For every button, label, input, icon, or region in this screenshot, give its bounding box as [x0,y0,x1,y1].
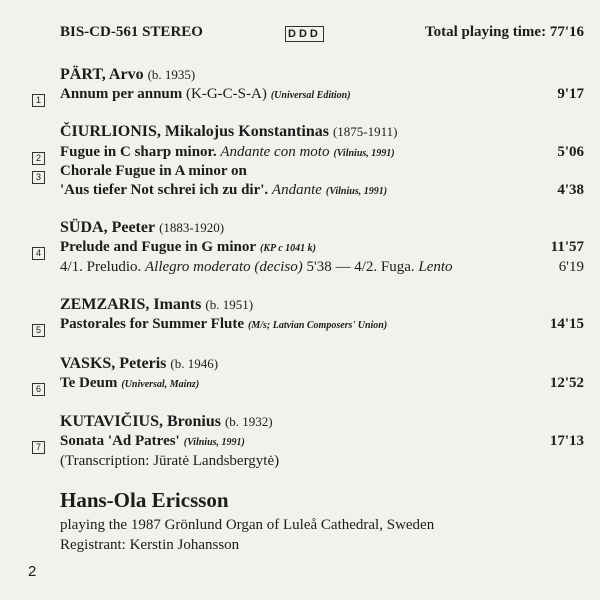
composer-zemzaris: ZEMZARIS, Imants (b. 1951) [60,296,254,313]
composer-vasks: VASKS, Peteris (b. 1946) [60,355,219,372]
page-number: 2 [28,563,37,580]
track-number-6: 6 [32,379,45,397]
track-number-3: 3 [32,167,45,185]
composer-kutavicius: KUTAVIČIUS, Bronius (b. 1932) [60,413,273,430]
track-2-time: 5'06 [557,144,584,160]
track-number-7: 7 [32,437,45,455]
performer-registrant: Registrant: Kerstin Johansson [60,537,240,553]
track-6-time: 12'52 [549,375,584,391]
composer-ciurlionis: ČIURLIONIS, Mikalojus Konstantinas (1875-1911) [60,123,398,140]
performer-name: Hans-Ola Ericsson [60,488,229,512]
track-4-time: 11'57 [550,239,584,255]
track-6-title: Te Deum (Universal, Mainz) [60,375,200,391]
track-3-time: 4'38 [557,182,584,198]
track-7-note: (Transcription: Jūratė Landsbergytė) [60,453,280,469]
track-4-2-time: 6'19 [558,259,584,275]
track-7-time: 17'13 [549,433,584,449]
track-1-time: 9'17 [557,86,584,102]
track-5-title: Pastorales for Summer Flute (M/s; Latvian Composers' Union) [60,316,388,332]
track-3-title-line2: 'Aus tiefer Not schrei ich zu dir'. Andante (Vilnius, 1991) [60,182,388,198]
track-number-5: 5 [32,320,45,338]
performer-organ: playing the 1987 Grönlund Organ of Luleå Cathedral, Sweden [60,517,435,533]
track-4-title: Prelude and Fugue in G minor (KP c 1041 k) [60,239,317,255]
composer-suda: SÜDA, Peeter (1883-1920) [60,219,225,236]
track-number-4: 4 [32,243,45,261]
ddd-badge: DDD [285,24,324,42]
track-2-title: Fugue in C sharp minor. Andante con moto (Vilnius, 1991) [60,144,395,160]
track-4-movements: 4/1. Preludio. Allegro moderato (deciso) 5'38 — 4/2. Fuga. Lento [60,259,453,275]
track-3-title: Chorale Fugue in A minor on [60,163,247,179]
total-playing-time: Total playing time: 77'16 [424,24,584,40]
track-number-1: 1 [32,90,45,108]
track-number-2: 2 [32,148,45,166]
track-7-title: Sonata 'Ad Patres' (Vilnius, 1991) [60,433,245,449]
track-5-time: 14'15 [549,316,584,332]
catalog-number: BIS-CD-561 STEREO [60,24,203,40]
composer-part: PÄRT, Arvo (b. 1935) [60,66,196,83]
track-1-title: Annum per annum (K-G-C-S-A) (Universal Edition) [60,86,351,102]
